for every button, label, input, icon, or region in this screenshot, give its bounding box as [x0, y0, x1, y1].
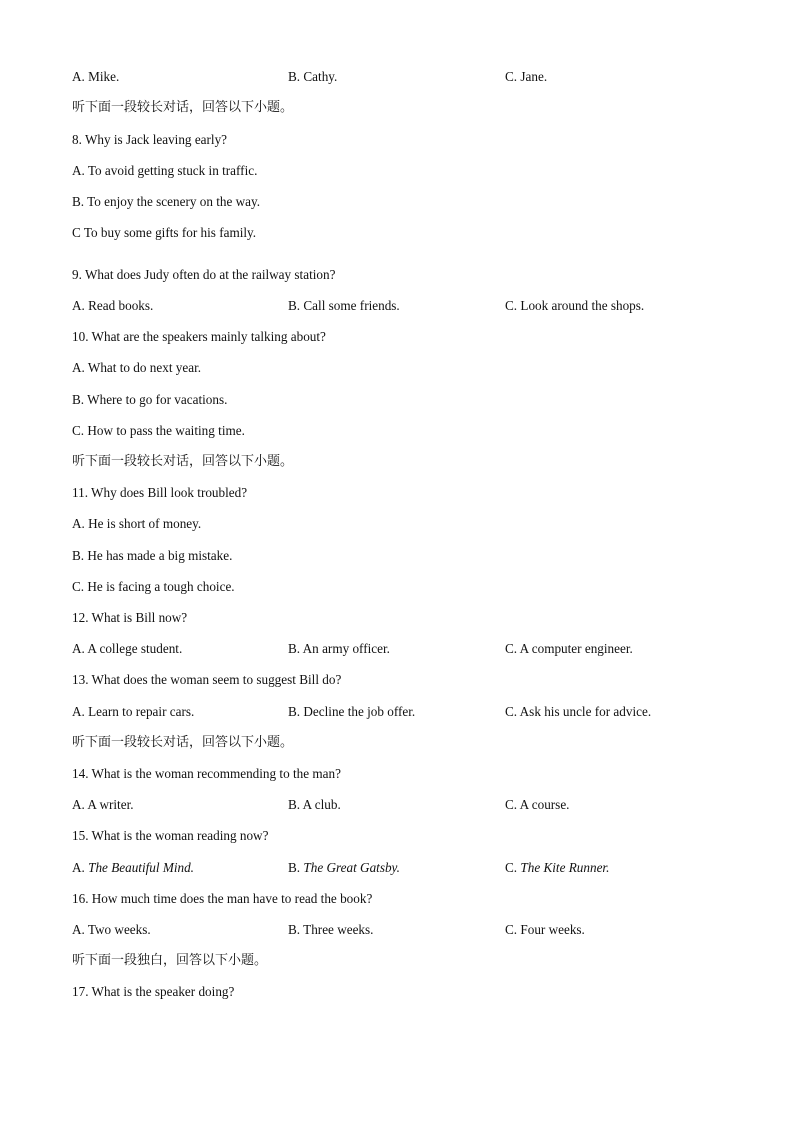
- option-a: A. A writer.: [72, 797, 134, 812]
- section-instruction: 听下面一段较长对话，回答以下小题。: [72, 100, 294, 115]
- option-a: A. Read books.: [72, 298, 154, 313]
- option-c: C. Four weeks.: [505, 922, 585, 937]
- option-a: A. Mike.: [72, 69, 120, 84]
- question-11: 11. Why does Bill look troubled?: [72, 485, 248, 500]
- question-13: 13. What does the woman seem to suggest Bill do?: [72, 672, 342, 687]
- option-b: B. A club.: [288, 797, 341, 812]
- option-b: B. An army officer.: [288, 641, 390, 656]
- option-b: B. Cathy.: [288, 69, 338, 84]
- option-c: C. Jane.: [505, 69, 548, 84]
- section-instruction: 听下面一段独白，回答以下小题。: [72, 953, 268, 968]
- option-c: C. How to pass the waiting time.: [72, 423, 245, 438]
- option-b: B. Call some friends.: [288, 298, 400, 313]
- option-c: C. Ask his uncle for advice.: [505, 704, 652, 719]
- question-9: 9. What does Judy often do at the railway station?: [72, 267, 336, 282]
- option-a: [72, 860, 194, 876]
- option-c: C. He is facing a tough choice.: [72, 579, 235, 594]
- question-10: 10. What are the speakers mainly talking about?: [72, 329, 326, 344]
- question-14: 14. What is the woman recommending to the man?: [72, 766, 341, 781]
- option-a: A. To avoid getting stuck in traffic.: [72, 163, 258, 178]
- option-c: C To buy some gifts for his family.: [72, 225, 257, 240]
- option-prefix: C.: [505, 860, 521, 875]
- option-a: A. He is short of money.: [72, 516, 202, 531]
- book-title: The Great Gatsby.: [303, 860, 400, 875]
- option-a: A. Two weeks.: [72, 922, 151, 937]
- option-b: B. Where to go for vacations.: [72, 392, 228, 407]
- option-a: A. A college student.: [72, 641, 183, 656]
- option-b: B. He has made a big mistake.: [72, 548, 233, 563]
- option-b: B. Three weeks.: [288, 922, 374, 937]
- option-prefix: B.: [288, 860, 304, 875]
- question-16: 16. How much time does the man have to read the book?: [72, 891, 373, 906]
- option-b: B. Decline the job offer.: [288, 704, 416, 719]
- question-8: 8. Why is Jack leaving early?: [72, 132, 228, 147]
- section-instruction: 听下面一段较长对话，回答以下小题。: [72, 735, 294, 750]
- option-c: C. A computer engineer.: [505, 641, 633, 656]
- option-a: A. Learn to repair cars.: [72, 704, 195, 719]
- option-c: C. A course.: [505, 797, 570, 812]
- option-prefix: A.: [72, 860, 89, 875]
- book-title: The Kite Runner.: [520, 860, 610, 875]
- section-instruction: 听下面一段较长对话，回答以下小题。: [72, 454, 294, 469]
- option-c: C. Look around the shops.: [505, 298, 645, 313]
- book-title: The Beautiful Mind.: [88, 860, 194, 875]
- question-12: 12. What is Bill now?: [72, 610, 188, 625]
- option-b: [288, 860, 400, 876]
- option-b: B. To enjoy the scenery on the way.: [72, 194, 261, 209]
- option-a: A. What to do next year.: [72, 360, 202, 375]
- option-c: [505, 860, 609, 876]
- question-17: 17. What is the speaker doing?: [72, 984, 235, 999]
- question-15: 15. What is the woman reading now?: [72, 828, 269, 843]
